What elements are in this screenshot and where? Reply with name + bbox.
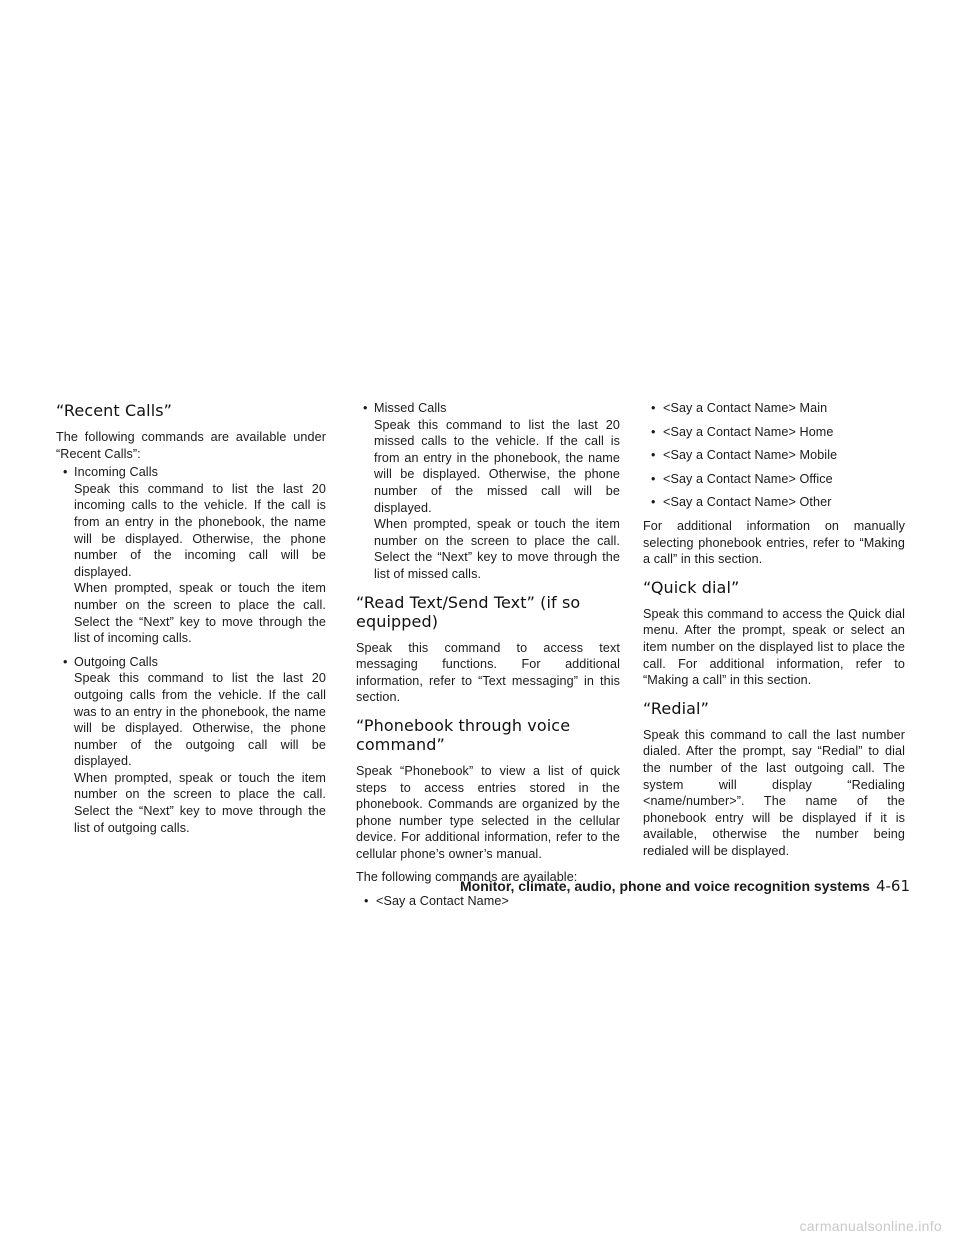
command-text: <Say a Contact Name> Main [663,401,828,415]
read-text-body: Speak this command to access text messaging functions. For additional information, refer to “Text messaging” in this section. [356,640,620,705]
quick-dial-body: Speak this command to access the Quick dial menu. After the prompt, speak or select an item number on the displayed list to place the call. For additional information, refer to “Making a call” in this section. [643,606,905,688]
command-text: <Say a Contact Name> Office [663,471,833,486]
list-item-outgoing-calls [56,654,326,837]
page-footer [420,877,910,895]
command-text: <Say a Contact Name> Home [663,424,834,439]
page-number: 4-61 [875,877,910,895]
item-description: Speak this command to list the last 20 incoming calls to the vehicle. If the call is from an entry in the phonebook, the name will be displayed. Otherwise, the phone number of the incoming call will be displayed. [74,481,326,579]
column-2 [356,400,620,917]
item-label: Incoming Calls [74,465,158,480]
watermark: carmanualsonline.info [799,1218,942,1234]
item-instruction: When prompted, speak or touch the item number on the screen to place the call. Select the “Next” key to move through the list of missed calls. [374,517,620,581]
redial-body: Speak this command to call the last number dialed. After the prompt, say “Redial” to dial the number of the last outgoing call. The system will display “Redialing <name/number>”. The name of the phonebook entry will be displayed if it is available, otherwise the number being redialed will be displayed. [643,727,905,858]
recent-calls-heading: “Recent Calls” [56,401,173,420]
bullet-icon: • [63,465,68,480]
command-text: <Say a Contact Name> [376,894,509,909]
phonebook-body: Speak “Phonebook” to view a list of quick steps to access entries stored in the phonebook. Commands are organized by the phone number type selected in the cellular device. For additional information, refer to the cellular phone’s owner’s manual. [356,763,620,861]
command-item [643,471,905,488]
redial-heading: “Redial” [643,698,709,718]
item-label: Missed Calls [374,401,447,415]
command-item [643,424,905,441]
item-description: Speak this command to list the last 20 outgoing calls from the vehicle. If the call was to an entry in the phonebook, the name will be displayed. Otherwise, the phone number of the outgoing call will be displayed. [74,671,326,769]
command-item [643,494,905,511]
bullet-icon: • [651,401,656,415]
bullet-icon: • [364,894,369,909]
bullet-icon: • [63,654,68,669]
item-instruction: When prompted, speak or touch the item number on the screen to place the call. Select the “Next” key to move through the list of incoming calls. [74,581,326,646]
phonebook-heading: “Phonebook through voice command” [356,715,571,754]
bullet-icon: • [651,448,656,463]
command-text: <Say a Contact Name> Other [663,495,832,510]
read-text-heading: “Read Text/Send Text” (if so equipped) [356,592,581,631]
phonebook-additional: For additional information on manually selecting phonebook entries, refer to “Making a call” in this section. [643,518,905,567]
bullet-icon: • [651,495,656,510]
list-item-incoming-calls [56,464,326,647]
list-item-missed-calls [356,400,620,583]
bullet-icon: • [651,424,656,439]
command-item [643,447,905,464]
bullet-icon: • [651,471,656,486]
command-item [356,893,620,910]
command-item [643,400,905,417]
column-3 [643,400,905,866]
recent-calls-intro: The following commands are available under “Recent Calls”: [56,430,326,461]
quick-dial-heading: “Quick dial” [643,577,740,597]
bullet-icon: • [363,401,368,415]
item-instruction: When prompted, speak or touch the item number on the screen to place the call. Select the “Next” key to move through the list of outgoing calls. [74,770,326,835]
item-description: Speak this command to list the last 20 missed calls to the vehicle. If the call is from an entry in the phonebook, the name will be displayed. Otherwise, the phone number of the missed call will be displayed. [374,417,620,515]
column-1 [56,400,326,843]
footer-section-title: Monitor, climate, audio, phone and voice recognition systems [459,878,870,894]
command-text: <Say a Contact Name> Mobile [663,448,838,463]
item-label: Outgoing Calls [74,654,159,669]
phonebook-commands-intro: The following commands are available: [356,870,578,885]
